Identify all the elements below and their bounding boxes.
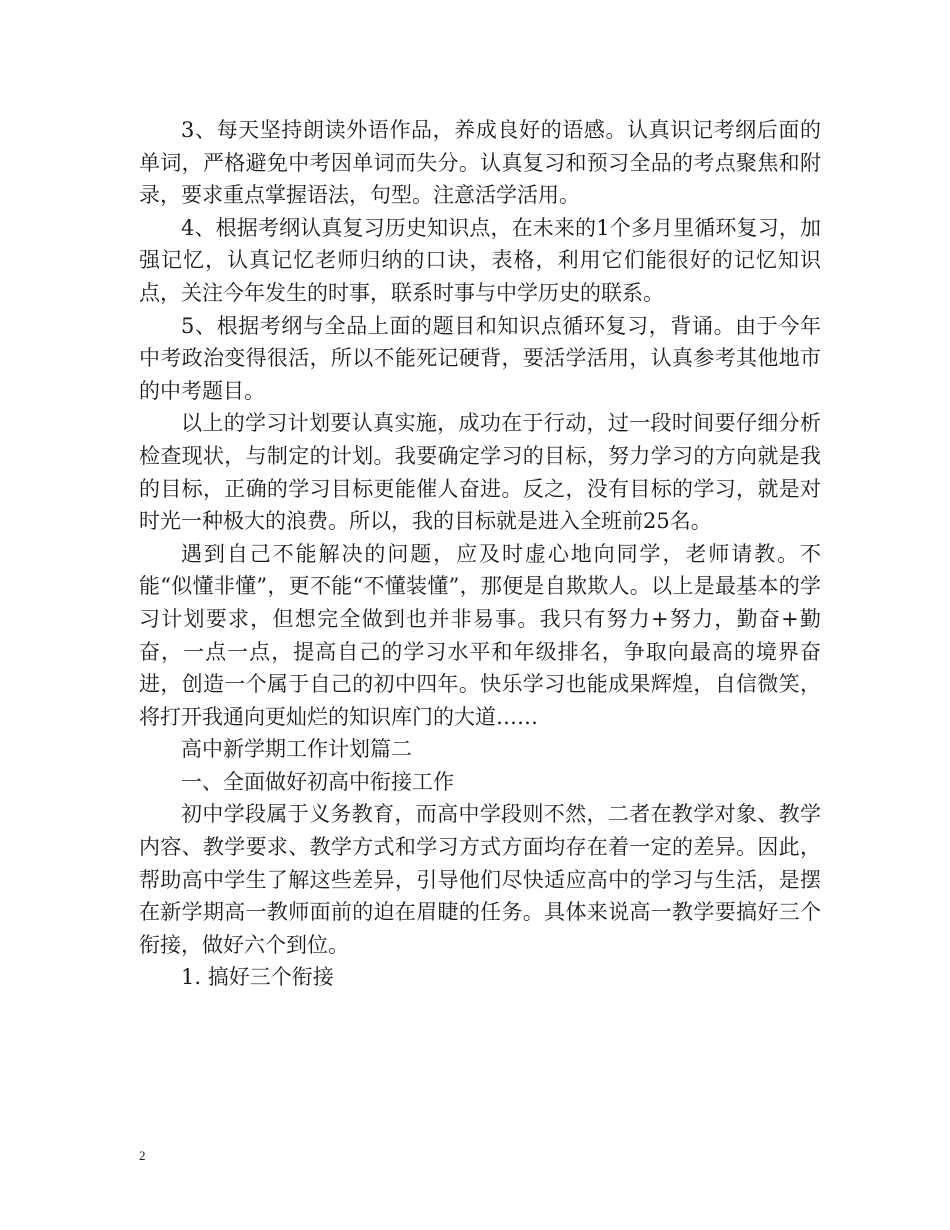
page-number: 2	[139, 1148, 146, 1163]
list-heading: 1. 搞好三个衔接	[181, 965, 334, 990]
paragraph-2: 4、根据考纲认真复习历史知识点，在未来的1个多月里循环复习，加强记忆，认真记忆老师归纳的口诀，表格，利用它们能很好的记忆知识点，关注今年发生的时事，联系时事与中学历史的联系。	[139, 215, 821, 305]
paragraph-6: 初中学段属于义务教育，而高中学段则不然，二者在教学对象、教学内容、教学要求、教学方式和学习方式方面均存在着一定的差异。因此，帮助高中学生了解这些差异，引导他们尽快适应高中的学习与生活，是摆在新学期高一教师面前的迫在眉睫的任务。具体来说高一教学要搞好三个衔接，做好六个到位。	[139, 802, 821, 957]
subsection-heading: 一、全面做好初高中衔接工作	[181, 769, 454, 794]
paragraph-4: 以上的学习计划要认真实施，成功在于行动，过一段时间要仔细分析检查现状，与制定的计划。我要确定学习的目标，努力学习的方向就是我的目标，正确的学习目标更能催人奋进。反之，没有目标的学习，就是对时光一种极大的浪费。所以，我的目标就是进入全班前25名。	[139, 411, 821, 534]
section-heading: 高中新学期工作计划篇二	[181, 737, 412, 762]
document-body	[139, 114, 821, 994]
paragraph-3: 5、根据考纲与全品上面的题目和知识点循环复习，背诵。由于今年中考政治变得很活，所以不能死记硬背，要活学活用，认真参考其他地市的中考题目。	[139, 313, 821, 403]
paragraph-1: 3、每天坚持朗读外语作品，养成良好的语感。认真识记考纲后面的单词，严格避免中考因单词而失分。认真复习和预习全品的考点聚焦和附录，要求重点掌握语法，句型。注意活学活用。	[139, 118, 821, 208]
paragraph-5: 遇到自己不能解决的问题，应及时虚心地向同学，老师请教。不能“似懂非懂”，更不能“不懂装懂”，那便是自欺欺人。以上是最基本的学习计划要求，但想完全做到也并非易事。我只有努力+努力，勤奋+勤奋，一点一点，提高自己的学习水平和年级排名，争取向最高的境界奋进，创造一个属于自己的初中四年。快乐学习也能成果辉煌，自信微笑，将打开我通向更灿烂的知识库门的大道……	[139, 541, 821, 729]
